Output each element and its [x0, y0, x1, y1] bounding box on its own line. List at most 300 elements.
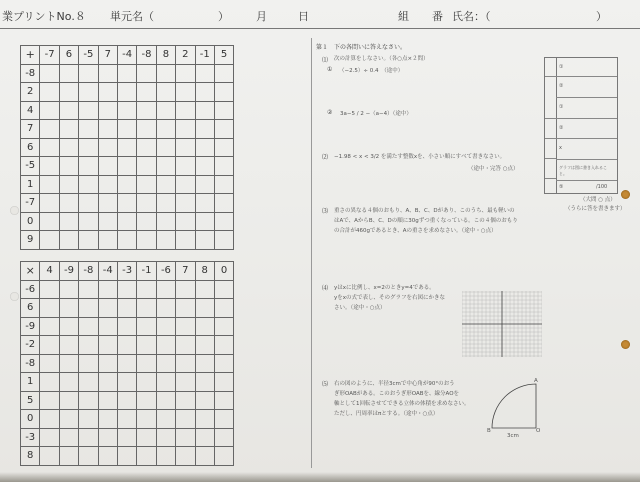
answer-cell[interactable]: [79, 410, 98, 429]
footnote-1: （大問 ○ 点）: [580, 197, 616, 203]
answer-cell[interactable]: [40, 101, 59, 120]
answer-cell[interactable]: [40, 64, 59, 83]
answer-cell[interactable]: [195, 194, 214, 213]
answer-cell[interactable]: [156, 212, 175, 231]
answer-cell[interactable]: [137, 410, 156, 429]
answer-cell[interactable]: [117, 447, 136, 466]
answer-cell[interactable]: [79, 64, 98, 83]
q5-line-4: ただし、円周率はπとする。（途中・○点）: [334, 411, 439, 417]
answer-cell[interactable]: [214, 317, 233, 336]
answer-cell[interactable]: [59, 354, 78, 373]
answer-cell[interactable]: [59, 175, 78, 194]
table-row: [21, 280, 234, 299]
answer-cell[interactable]: [117, 428, 136, 447]
row-header: -2: [21, 336, 40, 355]
answer-cell[interactable]: [137, 280, 156, 299]
row-header: 0: [21, 410, 40, 429]
answer-cell[interactable]: [98, 101, 117, 120]
answer-cell[interactable]: [176, 83, 195, 102]
answer-cell[interactable]: [214, 157, 233, 176]
answer-cell[interactable]: [79, 231, 98, 250]
column-header: -7: [40, 46, 59, 65]
q3-line-3: の合計が460gであるとき、Aの重さを求めなさい。（途中・○点）: [334, 228, 497, 234]
table-row: [21, 212, 234, 231]
answer-cell[interactable]: [176, 354, 195, 373]
month-label: 月: [256, 10, 267, 23]
answer-cell[interactable]: [59, 428, 78, 447]
answer-cell[interactable]: [98, 280, 117, 299]
answer-cell[interactable]: [195, 373, 214, 392]
answer-cell[interactable]: [195, 410, 214, 429]
answer-cell[interactable]: [98, 410, 117, 429]
answer-cell[interactable]: [117, 336, 136, 355]
table-row: [21, 120, 234, 139]
answer-cell[interactable]: [195, 317, 214, 336]
column-header: 7: [98, 46, 117, 65]
answer-cell[interactable]: [214, 391, 233, 410]
name-close: ）: [596, 10, 607, 23]
answer-row: ②: [556, 77, 617, 98]
column-header: -3: [117, 262, 136, 281]
answer-cell[interactable]: [214, 373, 233, 392]
column-header: -8: [137, 46, 156, 65]
table-row: [21, 299, 234, 318]
answer-cell[interactable]: [176, 447, 195, 466]
answer-cell[interactable]: [214, 120, 233, 139]
q5-line-2: ぎ形OABがある。このおうぎ形OABを、線分AOを: [334, 391, 460, 397]
answer-cell[interactable]: [137, 175, 156, 194]
q1-2-number: ②: [327, 109, 333, 116]
answer-cell[interactable]: [59, 212, 78, 231]
answer-cell[interactable]: [214, 354, 233, 373]
answer-cell[interactable]: [176, 410, 195, 429]
answer-cell[interactable]: [156, 64, 175, 83]
answer-row: x: [556, 139, 617, 160]
answer-cell[interactable]: [156, 373, 175, 392]
column-header: -9: [59, 262, 78, 281]
answer-cell[interactable]: [195, 428, 214, 447]
section-heading: 第１ 下の各問いに答えなさい。: [316, 44, 407, 51]
answer-cell[interactable]: [59, 194, 78, 213]
answer-cell[interactable]: [59, 231, 78, 250]
answer-cell[interactable]: [117, 280, 136, 299]
answer-cell[interactable]: [156, 336, 175, 355]
q2-number: ⑵: [322, 154, 329, 161]
answer-cell[interactable]: [40, 391, 59, 410]
q5-line-1: 右の図のように、半径3cmで中心角が90°のおう: [334, 381, 455, 387]
answer-cell[interactable]: [195, 64, 214, 83]
operator-cell: ×: [21, 262, 40, 281]
answer-cell[interactable]: [156, 447, 175, 466]
answer-cell[interactable]: [117, 299, 136, 318]
answer-cell[interactable]: [117, 64, 136, 83]
answer-cell[interactable]: [40, 280, 59, 299]
answer-cell[interactable]: [59, 120, 78, 139]
answer-cell[interactable]: [117, 194, 136, 213]
column-header: -5: [79, 46, 98, 65]
row-header: -6: [21, 280, 40, 299]
answer-cell[interactable]: [137, 336, 156, 355]
table-row: [21, 138, 234, 157]
answer-cell[interactable]: [214, 280, 233, 299]
answer-cell[interactable]: [98, 157, 117, 176]
operator-cell: +: [21, 46, 40, 65]
table-row: [21, 64, 234, 83]
q4-line-1: yはxに比例し、x=2のときy=4である。: [334, 285, 435, 291]
answer-cell[interactable]: [40, 447, 59, 466]
answer-cell[interactable]: [137, 373, 156, 392]
answer-cell[interactable]: [156, 354, 175, 373]
answer-cell[interactable]: [137, 231, 156, 250]
answer-cell[interactable]: [40, 212, 59, 231]
answer-cell[interactable]: [40, 120, 59, 139]
answer-cell[interactable]: [137, 299, 156, 318]
answer-cell[interactable]: [176, 157, 195, 176]
answer-cell[interactable]: [137, 428, 156, 447]
q2-note: （途中・完答 ○点）: [468, 166, 519, 172]
answer-cell[interactable]: [156, 120, 175, 139]
row-header: 7: [21, 120, 40, 139]
answer-cell[interactable]: [98, 336, 117, 355]
page-edge-shadow: [0, 472, 640, 482]
q4-line-2: yをxの式で表し、そのグラフを右図にかきな: [334, 295, 446, 301]
punch-hole: [10, 292, 19, 301]
answer-cell[interactable]: [79, 83, 98, 102]
header-rule: [0, 28, 640, 29]
answer-cell[interactable]: [79, 336, 98, 355]
answer-cell[interactable]: [156, 157, 175, 176]
answer-cell[interactable]: [195, 299, 214, 318]
answer-cell[interactable]: [79, 280, 98, 299]
answer-cell[interactable]: [59, 447, 78, 466]
answer-cell[interactable]: [79, 157, 98, 176]
table-row: [21, 391, 234, 410]
q4-number: ⑷: [322, 285, 329, 292]
answer-cell[interactable]: [59, 64, 78, 83]
column-header: 4: [40, 262, 59, 281]
q3-line-2: はAで、AからB、C、Dの順に30gずつ重くなっている。この４個のおもり: [334, 218, 518, 224]
answer-cell[interactable]: [98, 354, 117, 373]
answer-cell[interactable]: [98, 212, 117, 231]
answer-cell[interactable]: [117, 391, 136, 410]
answer-cell[interactable]: [176, 299, 195, 318]
table-row: [21, 354, 234, 373]
answer-cell[interactable]: [98, 317, 117, 336]
row-header: -8: [21, 64, 40, 83]
answer-cell[interactable]: [176, 138, 195, 157]
answer-cell[interactable]: [137, 354, 156, 373]
sector-shape: [492, 384, 536, 428]
answer-cell[interactable]: [137, 194, 156, 213]
table-row: [21, 157, 234, 176]
answer-cell[interactable]: [195, 138, 214, 157]
answer-cell[interactable]: [195, 354, 214, 373]
answer-cell[interactable]: [214, 212, 233, 231]
answer-cell[interactable]: [156, 194, 175, 213]
answer-cell[interactable]: [137, 317, 156, 336]
column-header: 2: [176, 46, 195, 65]
answer-cell[interactable]: [40, 175, 59, 194]
answer-row: ⑤ /100: [559, 184, 608, 190]
column-header: -4: [117, 46, 136, 65]
answer-cell[interactable]: [79, 317, 98, 336]
answer-cell[interactable]: [59, 83, 78, 102]
answer-cell[interactable]: [40, 83, 59, 102]
answer-cell[interactable]: [117, 101, 136, 120]
figure-radius-label: 3cm: [507, 433, 519, 439]
answer-cell[interactable]: [176, 280, 195, 299]
column-header: -1: [195, 46, 214, 65]
answer-cell[interactable]: [59, 138, 78, 157]
answer-cell[interactable]: [98, 120, 117, 139]
answer-cell[interactable]: [137, 83, 156, 102]
answer-cell[interactable]: [117, 138, 136, 157]
answer-cell[interactable]: [214, 447, 233, 466]
answer-cell[interactable]: [98, 428, 117, 447]
q5-number: ⑸: [322, 381, 329, 388]
answer-cell[interactable]: [156, 428, 175, 447]
column-header: -1: [137, 262, 156, 281]
answer-cell[interactable]: [156, 410, 175, 429]
answer-cell[interactable]: [214, 138, 233, 157]
row-header: 1: [21, 175, 40, 194]
answer-cell[interactable]: [59, 373, 78, 392]
column-header: 7: [176, 262, 195, 281]
worksheet-title: 業プリントNo.８: [2, 10, 86, 23]
answer-cell[interactable]: [195, 447, 214, 466]
answer-cell[interactable]: [59, 280, 78, 299]
column-header: 6: [59, 46, 78, 65]
answer-cell[interactable]: [137, 101, 156, 120]
answer-cell[interactable]: [176, 317, 195, 336]
answer-cell[interactable]: [98, 175, 117, 194]
answer-cell[interactable]: [176, 194, 195, 213]
answer-cell[interactable]: [117, 212, 136, 231]
answer-cell[interactable]: [195, 391, 214, 410]
answer-cell[interactable]: [98, 231, 117, 250]
answer-cell[interactable]: [40, 354, 59, 373]
column-header: -4: [98, 262, 117, 281]
answer-cell[interactable]: [98, 391, 117, 410]
table-row: [21, 410, 234, 429]
answer-cell[interactable]: [98, 373, 117, 392]
q4-line-3: さい。（途中・○点）: [334, 305, 386, 311]
answer-cell[interactable]: [98, 447, 117, 466]
row-header: -3: [21, 428, 40, 447]
answer-cell[interactable]: [98, 83, 117, 102]
answer-cell[interactable]: [137, 157, 156, 176]
punch-hole: [621, 190, 630, 199]
q2-text: −1.98 < x < 3/2 を満たす整数xを、小さい順にすべて書きなさい。: [334, 154, 506, 160]
column-header: 8: [195, 262, 214, 281]
answer-cell[interactable]: [214, 175, 233, 194]
answer-cell[interactable]: [137, 64, 156, 83]
answer-cell[interactable]: [79, 120, 98, 139]
figure-label-o: O: [536, 428, 541, 434]
row-header: 9: [21, 231, 40, 250]
answer-cell[interactable]: [40, 373, 59, 392]
answer-cell[interactable]: [137, 138, 156, 157]
row-header: 5: [21, 391, 40, 410]
answer-cell[interactable]: [79, 299, 98, 318]
answer-cell[interactable]: [117, 120, 136, 139]
answer-cell[interactable]: [195, 157, 214, 176]
answer-cell[interactable]: [137, 120, 156, 139]
answer-cell[interactable]: [137, 212, 156, 231]
answer-cell[interactable]: [59, 336, 78, 355]
row-header: 6: [21, 299, 40, 318]
answer-row: ①: [556, 58, 617, 77]
q1-number: ⑴: [322, 57, 329, 64]
answer-cell[interactable]: [176, 120, 195, 139]
answer-cell[interactable]: [156, 299, 175, 318]
answer-cell[interactable]: [40, 138, 59, 157]
answer-cell[interactable]: [98, 64, 117, 83]
answer-row: ①: [556, 98, 617, 119]
q3-number: ⑶: [322, 208, 329, 215]
answer-cell[interactable]: [59, 299, 78, 318]
answer-cell[interactable]: [79, 194, 98, 213]
answer-cell[interactable]: [98, 299, 117, 318]
answer-cell[interactable]: [40, 336, 59, 355]
answer-cell[interactable]: [59, 410, 78, 429]
answer-cell[interactable]: [117, 231, 136, 250]
answer-cell[interactable]: [40, 194, 59, 213]
answer-cell[interactable]: [195, 120, 214, 139]
q3-line-1: 重さの異なる４個のおもり、A、B、C、Dがあり、このうち、最も軽いの: [334, 208, 515, 214]
answer-cell[interactable]: [98, 138, 117, 157]
answer-cell[interactable]: [214, 83, 233, 102]
unit-name-close: ）: [218, 10, 229, 23]
answer-cell[interactable]: [40, 299, 59, 318]
answer-row: ②: [556, 119, 617, 139]
answer-cell[interactable]: [79, 428, 98, 447]
answer-cell[interactable]: [176, 391, 195, 410]
answer-cell[interactable]: [98, 194, 117, 213]
q1-2-text: 3a−5 / 2 −（a−4）（途中）: [340, 111, 412, 117]
table-row: [21, 83, 234, 102]
row-header: -8: [21, 354, 40, 373]
multiplication-table: [20, 261, 234, 466]
answer-cell[interactable]: [137, 391, 156, 410]
answer-cell[interactable]: [195, 231, 214, 250]
answer-cell[interactable]: [195, 83, 214, 102]
table-row: [21, 175, 234, 194]
answer-cell[interactable]: [79, 391, 98, 410]
table-row: [21, 428, 234, 447]
column-header: 5: [214, 46, 233, 65]
header: [0, 8, 640, 28]
answer-cell[interactable]: [156, 138, 175, 157]
answer-cell[interactable]: [176, 231, 195, 250]
answer-cell[interactable]: [156, 83, 175, 102]
column-header: -8: [79, 262, 98, 281]
table-row: [21, 373, 234, 392]
answer-cell[interactable]: [176, 373, 195, 392]
table-row: [21, 447, 234, 466]
answer-cell[interactable]: [214, 336, 233, 355]
answer-cell[interactable]: [195, 212, 214, 231]
answer-cell[interactable]: [214, 194, 233, 213]
answer-cell[interactable]: [117, 175, 136, 194]
punch-hole: [10, 206, 19, 215]
answer-cell[interactable]: [79, 373, 98, 392]
addition-table: [20, 45, 234, 250]
answer-cell[interactable]: [59, 391, 78, 410]
answer-cell[interactable]: [195, 280, 214, 299]
answer-cell[interactable]: [79, 101, 98, 120]
answer-cell[interactable]: [195, 336, 214, 355]
answer-cell[interactable]: [79, 212, 98, 231]
answer-cell[interactable]: [195, 175, 214, 194]
answer-cell[interactable]: [214, 64, 233, 83]
unit-name-label: 単元名（: [110, 10, 154, 23]
answer-cell[interactable]: [176, 212, 195, 231]
answer-cell[interactable]: [117, 354, 136, 373]
answer-cell[interactable]: [176, 175, 195, 194]
answer-cell[interactable]: [156, 231, 175, 250]
answer-cell[interactable]: [156, 101, 175, 120]
punch-hole: [621, 340, 630, 349]
answer-cell[interactable]: [195, 101, 214, 120]
answer-cell[interactable]: [156, 280, 175, 299]
answer-cell[interactable]: [117, 157, 136, 176]
answer-cell[interactable]: [59, 157, 78, 176]
q1-text: 次の計算をしなさい。（各○点×２問）: [334, 56, 429, 62]
answer-cell[interactable]: [156, 317, 175, 336]
answer-cell[interactable]: [79, 447, 98, 466]
answer-cell[interactable]: [117, 317, 136, 336]
answer-cell[interactable]: [117, 83, 136, 102]
row-header: 4: [21, 101, 40, 120]
table-row: [21, 317, 234, 336]
answer-cell[interactable]: [117, 373, 136, 392]
answer-cell[interactable]: [59, 317, 78, 336]
answer-cell[interactable]: [214, 428, 233, 447]
answer-cell[interactable]: [79, 175, 98, 194]
answer-cell[interactable]: [156, 175, 175, 194]
answer-cell[interactable]: [137, 447, 156, 466]
answer-cell[interactable]: [156, 391, 175, 410]
row-header: -7: [21, 194, 40, 213]
answer-cell[interactable]: [214, 101, 233, 120]
answer-cell[interactable]: [40, 317, 59, 336]
column-header: 8: [156, 46, 175, 65]
answer-cell[interactable]: [79, 354, 98, 373]
q1-1-number: ①: [327, 66, 333, 73]
answer-cell[interactable]: [40, 428, 59, 447]
answer-cell[interactable]: [214, 231, 233, 250]
q5-line-3: 軸として1回転させてできる立体の体積を求めなさい。: [334, 401, 470, 407]
answer-cell[interactable]: [79, 138, 98, 157]
answer-cell[interactable]: [214, 299, 233, 318]
table-row: [21, 101, 234, 120]
answer-cell[interactable]: [40, 231, 59, 250]
row-header: -5: [21, 157, 40, 176]
answer-cell[interactable]: [176, 101, 195, 120]
answer-cell[interactable]: [59, 101, 78, 120]
answer-cell[interactable]: [40, 410, 59, 429]
answer-cell[interactable]: [176, 428, 195, 447]
answer-cell[interactable]: [176, 336, 195, 355]
answer-cell[interactable]: [176, 64, 195, 83]
table-row: [21, 194, 234, 213]
answer-cell[interactable]: [40, 157, 59, 176]
answer-cell[interactable]: [214, 410, 233, 429]
column-header: -6: [156, 262, 175, 281]
answer-cell[interactable]: [117, 410, 136, 429]
day-label: 日: [298, 10, 309, 23]
